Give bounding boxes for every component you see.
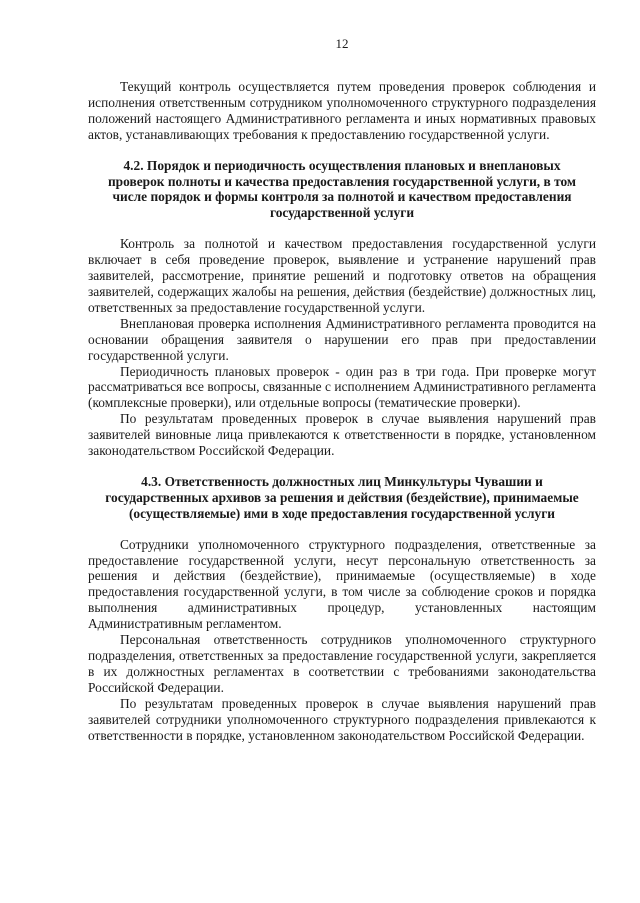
paragraph-inspection-frequency: Периодичность плановых проверок - один раз в три года. При проверке могут рассматриваться все вопросы, связанные с исполнением Административного регламента (комплексные проверки), или отдельные вопросы (тематические проверки).: [88, 363, 596, 411]
paragraph-current-control: Текущий контроль осуществляется путем проведения проверок соблюдения и исполнения ответственным сотрудником уполномоченного структурного подразделения положений настоящего Административного регламента и иных нормативных правовых актов, устанавливающих требования к предоставлению государственной услуги.: [88, 79, 596, 142]
page-number: 12: [335, 36, 349, 51]
section-heading-4-2: 4.2. Порядок и периодичность осуществления плановых и внеплановых проверок полноты и качества предоставления государственной услуги, в том числе порядок и формы контроля за полнотой и качеством предоставления государственной услуги: [107, 157, 577, 221]
paragraph-job-regulations: Персональная ответственность сотрудников уполномоченного структурного подразделения, ответственных за предоставление государственной услуги, закрепляется в их должностных регламентах в соответствии с требованиями законодательства Российской Федерации.: [88, 632, 596, 695]
document-body: [88, 79, 596, 743]
paragraph-liability: По результатам проведенных проверок в случае выявления нарушений прав заявителей сотрудники уполномоченного структурного подразделения привлекаются к ответственности в порядке, установленном законодательством Российской Федерации.: [88, 695, 596, 743]
paragraph-personal-responsibility: Сотрудники уполномоченного структурного подразделения, ответственные за предоставление государственной услуги, несут персональную ответственность за решения и действия (бездействие), принимаемые (осуществляемые) в ходе предоставления государственной услуги, в том числе за соблюдение сроков и порядка выполнения административных процедур, установленных настоящим Административным регламентом.: [88, 536, 596, 632]
paragraph-quality-control: Контроль за полнотой и качеством предоставления государственной услуги включает в себя проведение проверок, выявление и устранение нарушений прав заявителей, рассмотрение, принятие решений и подготовку ответов на обращения заявителей, содержащих жалобы на решения, действия (бездействие) должностных лиц, ответственных за предоставление государственной услуги.: [88, 236, 596, 315]
section-heading-4-3: 4.3. Ответственность должностных лиц Минкультуры Чувашии и государственных архивов за решения и действия (бездействие), принимаемые (осуществляемые) ими в ходе предоставления государственной услуги: [105, 473, 579, 521]
paragraph-unscheduled-inspection: Внеплановая проверка исполнения Административного регламента проводится на основании обращения заявителя о нарушении его прав при предоставлении государственной услуги.: [88, 315, 596, 363]
paragraph-inspection-results: По результатам проведенных проверок в случае выявления нарушений прав заявителей виновные лица привлекаются к ответственности в порядке, установленном законодательством Российской Федерации.: [88, 411, 596, 459]
